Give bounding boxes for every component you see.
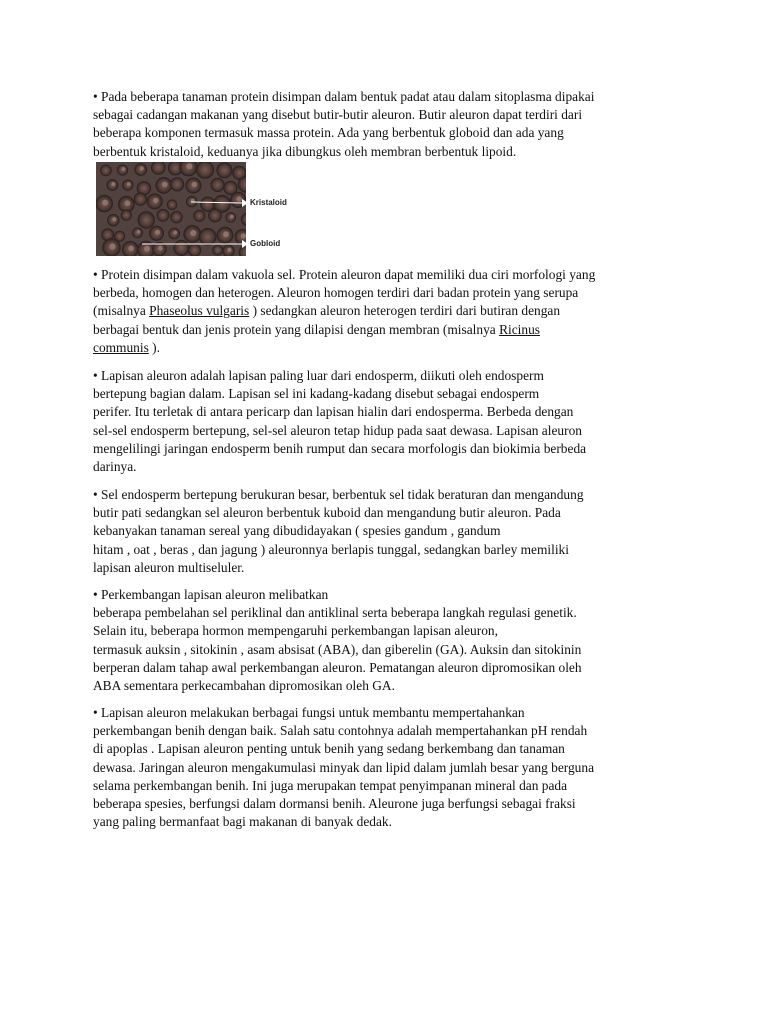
text-line <box>93 266 683 284</box>
text-line <box>93 143 683 161</box>
text-run: Selain itu, beberapa hormon mempengaruhi perkembangan lapisan aleuron, <box>93 623 498 639</box>
paragraph-2 <box>93 266 683 357</box>
text-line <box>93 813 683 831</box>
paragraph-1 <box>93 88 683 161</box>
text-line <box>93 604 683 622</box>
text-line <box>93 704 683 722</box>
text-line <box>93 284 683 302</box>
text-line <box>93 559 683 577</box>
text-run: dewasa. Jaringan aleuron mengakumulasi minyak dan lipid dalam jumlah besar yang berguna <box>93 759 595 775</box>
species-name: communis <box>93 339 149 355</box>
text-run: lapisan aleuron multiseluler. <box>93 559 245 575</box>
text-line <box>93 759 683 777</box>
text-run: butir pati sedangkan sel aleuron berbentuk kuboid dan mengandung butir aleuron. Pada <box>93 505 561 521</box>
text-line <box>93 385 683 403</box>
text-run: di apoplas . Lapisan aleuron penting untuk benih yang sedang berkembang dan tanaman <box>93 741 565 757</box>
text-run: berbagai bentuk dan jenis protein yang dilapisi dengan membran (misalnya <box>93 321 500 337</box>
text-run: darinya. <box>93 459 137 475</box>
text-line <box>93 795 683 813</box>
species-name: Phaseolus vulgaris <box>149 303 250 319</box>
text-line <box>93 88 683 106</box>
paragraph-4 <box>93 486 683 577</box>
text-line <box>93 777 683 795</box>
text-line <box>93 367 683 385</box>
text-line <box>93 302 683 320</box>
text-line <box>93 486 683 504</box>
text-run: • Pada beberapa tanaman protein disimpan dalam bentuk padat atau dalam sitoplasma dipakai <box>93 89 595 104</box>
text-run: sebagai cadangan makanan yang disebut butir-butir aleuron. Butir aleuron dapat terdiri dari <box>93 107 583 123</box>
text-run: beberapa pembelahan sel periklinal dan antiklinal serta beberapa langkah regulasi genetik. <box>93 605 577 621</box>
text-run: (misalnya <box>93 303 150 319</box>
text-line <box>93 740 683 758</box>
paragraph-3 <box>93 367 683 476</box>
paragraph-5 <box>93 586 683 695</box>
text-line <box>93 339 683 357</box>
text-line <box>93 403 683 421</box>
text-line <box>93 641 683 659</box>
text-line <box>93 722 683 740</box>
text-run: ABA sementara perkecambahan dipromosikan oleh GA. <box>93 678 395 694</box>
text-run: selama perkembangan benih. Ini juga merupakan tempat penyimpanan mineral dan pada <box>93 777 568 793</box>
text-line <box>93 677 683 695</box>
text-run: mengelilingi jaringan endosperm benih rumput dan secara morfologis dan biokimia berbeda <box>93 440 587 456</box>
text-run: sel-sel endosperm bertepung, sel-sel aleuron tetap hidup pada saat dewasa. Lapisan aleuron <box>93 422 582 438</box>
label-gobloid: Gobloid <box>250 239 281 248</box>
text-run: perifer. Itu terletak di antara pericarp dan lapisan hialin dari endosperma. Berbeda dengan <box>93 404 574 420</box>
text-run: berbentuk kristaloid, keduanya jika dibungkus oleh membran berbentuk lipoid. <box>93 143 517 159</box>
text-run: ) sedangkan aleuron heterogen terdiri dari butiran dengan <box>249 303 561 319</box>
text-run: • Protein disimpan dalam vakuola sel. Protein aleuron dapat memiliki dua ciri morfologi yang <box>93 267 596 282</box>
text-line <box>93 124 683 142</box>
text-line <box>93 504 683 522</box>
text-line <box>93 586 683 604</box>
text-run: • Lapisan aleuron melakukan berbagai fungsi untuk membantu mempertahankan <box>93 705 525 720</box>
label-kristaloid: Kristaloid <box>250 198 287 207</box>
text-run: berperan dalam tahap awal perkembangan aleuron. Pematangan aleuron dipromosikan oleh <box>93 659 582 675</box>
text-line <box>93 321 683 339</box>
text-line <box>93 440 683 458</box>
text-line <box>93 622 683 640</box>
text-line <box>93 106 683 124</box>
text-line <box>93 422 683 440</box>
species-name: Ricinus <box>499 321 540 337</box>
text-run: • Perkembangan lapisan aleuron melibatkan <box>93 587 329 602</box>
text-run: termasuk auksin , sitokinin , asam absisat (ABA), dan giberelin (GA). Auksin dan sitokinin <box>93 641 582 657</box>
text-run: kebanyakan tanaman sereal yang dibudidayakan ( spesies gandum , gandum <box>93 523 501 539</box>
text-line <box>93 458 683 476</box>
text-line <box>93 659 683 677</box>
text-run: berbeda, homogen dan heterogen. Aleuron homogen terdiri dari badan protein yang serupa <box>93 285 579 301</box>
text-run: • Sel endosperm bertepung berukuran besar, berbentuk sel tidak beraturan dan mengandung <box>93 487 584 502</box>
text-run: beberapa komponen termasuk massa protein. Ada yang berbentuk globoid dan ada yang <box>93 125 564 141</box>
text-line <box>93 522 683 540</box>
text-run: yang paling bermanfaat bagi makanan di banyak dedak. <box>93 814 392 830</box>
paragraph-6 <box>93 704 683 831</box>
text-run: perkembangan benih dengan baik. Salah satu contohnya adalah mempertahankan pH rendah <box>93 723 588 739</box>
aleuron-figure <box>96 162 291 256</box>
text-run: • Lapisan aleuron adalah lapisan paling luar dari endosperm, diikuti oleh endosperm <box>93 368 544 383</box>
text-run: hitam , oat , beras , dan jagung ) aleuronnya berlapis tunggal, sedangkan barley memiliki <box>93 541 569 557</box>
text-run: beberapa spesies, berfungsi dalam dormansi benih. Aleurone juga berfungsi sebagai fraksi <box>93 796 576 812</box>
text-run: ). <box>148 339 160 355</box>
text-run: bertepung bagian dalam. Lapisan sel ini kadang-kadang disebut sebagai endosperm <box>93 386 540 402</box>
text-line <box>93 541 683 559</box>
